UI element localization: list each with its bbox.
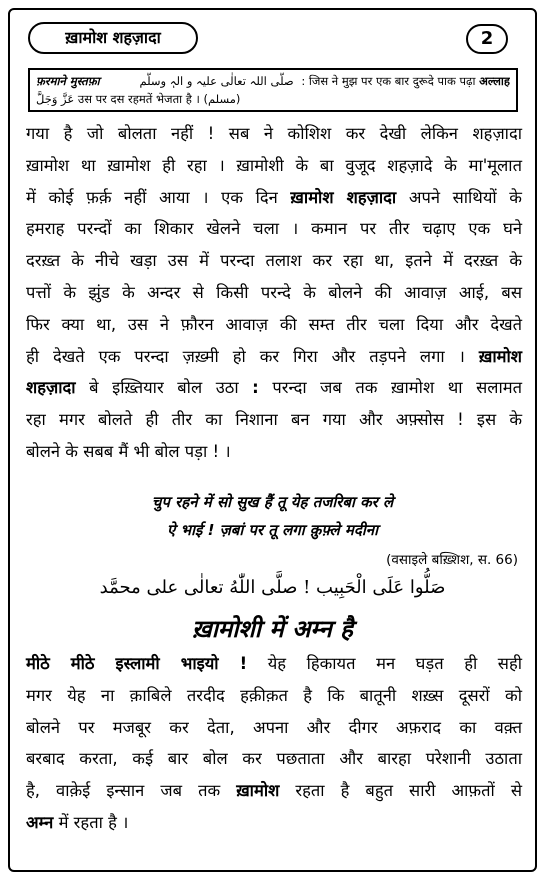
hadith-box: [28, 68, 518, 112]
lesson-line: है, वाक़ेई इन्सान जब तक ख़ामोश रहता है बहुत सारी आफ़तों से: [26, 781, 522, 801]
story-line: ही देखते एक परन्दा ज़ख़्मी हो कर गिरा और तड़पने लगा । ख़ामोश: [26, 346, 522, 366]
page-number: 2: [466, 24, 508, 54]
couplet-line-2: ऐ भाई ! ज़बां पर तू लगा क़ुफ़्ले मदीना: [167, 521, 378, 539]
salawat-calligraphy: صَلُّوا عَلَى الْحَبِيب ! صلَّى اللّٰهُ تعالٰى على محمَّد: [99, 577, 446, 598]
story-line: हमराह परन्दों का शिकार खेलने चला । कमान पर तीर चढ़ाए एक घने: [26, 219, 522, 239]
hadith-line-1: [36, 72, 510, 90]
paragraph-story: [26, 118, 522, 468]
story-line: में कोई फ़र्क़ नहीं आया । एक दिन ख़ामोश शहज़ादा अपने साथियों के: [26, 187, 522, 207]
hadith-allah: अल्लाह: [479, 74, 510, 88]
story-line: ख़ामोश था ख़ामोश ही रहा । ख़ामोशी के बा वुजूद शहज़ादे के मा'मूलात: [26, 155, 522, 175]
story-line: फिर क्या था, उस ने फ़ौरन आवाज़ की सम्त तीर चला दिया और देखते: [26, 314, 522, 334]
book-title: ख़ामोश शहज़ादा: [28, 22, 198, 54]
lesson-line: बरबाद करता, कई बार बोल कर पछताता और बारहा परेशानी उठाता: [26, 749, 522, 769]
section-heading: ख़ामोशी में अम्न है: [192, 615, 353, 643]
couplet-line-1: चुप रहने में सो सुख हैं तू येह तजरिबा कर ले: [151, 493, 394, 511]
hadith-text-1: : जिस ने मुझ पर एक बार दुरूदे पाक पढ़ा: [301, 74, 476, 88]
reference-citation: (वसाइले बख़्शिश, स. 66): [386, 552, 518, 568]
lesson-line: बोलने पर मजबूर कर देता, अपना और दीगर अफ़राद का वक़्त: [26, 717, 522, 737]
story-line: बोलने के सबब मैं भी बोल पड़ा ! ।: [26, 441, 231, 461]
hadith-salawat-arabic: صلَّى اللہ تعالٰی علیہ و الہٖ وسلَّم: [139, 74, 294, 88]
hadith-text-2: उस पर दस रहमतें भेजता है ।: [77, 92, 200, 106]
lesson-line: मगर येह ना क़ाबिले तरदीद हक़ीक़त है कि बातूनी शख़्स दूसरों को: [26, 685, 522, 705]
story-line: पत्तों के झुंड के अन्दर से किसी परन्दे के बोलने की आवाज़ आई, बस: [26, 282, 522, 302]
story-line: शहज़ादा बे इख़्तियार बोल उठा : परन्दा जब तक ख़ामोश था सलामत: [26, 378, 522, 398]
hadith-source: (مسلم): [203, 92, 241, 106]
hadith-line-2: [36, 90, 510, 108]
lesson-line: अम्न में रहता है ।: [26, 812, 129, 832]
story-line: गया है जो बोलता नहीं ! सब ने कोशिश कर देखी लेकिन शहज़ादा: [26, 124, 522, 143]
story-line: दरख़्त के नीचे खड़ा उस में परन्दा तलाश कर रहा था, इतने में दरख़्त के: [26, 251, 522, 271]
paragraph-lesson: [26, 648, 522, 839]
hadith-arabic-azzawajal: عَزَّ وَجَلَّ: [36, 92, 75, 106]
lesson-line: मीठे मीठे इस्लामी भाइयो ! येह हिकायत मन घड़त ही सही: [26, 654, 522, 673]
hadith-heading: फ़रमाने मुस्तफ़ा: [36, 74, 100, 88]
story-line: रहा मगर बोलते ही तीर का निशाना बन गया और अफ़्सोस ! इस के: [26, 410, 522, 430]
